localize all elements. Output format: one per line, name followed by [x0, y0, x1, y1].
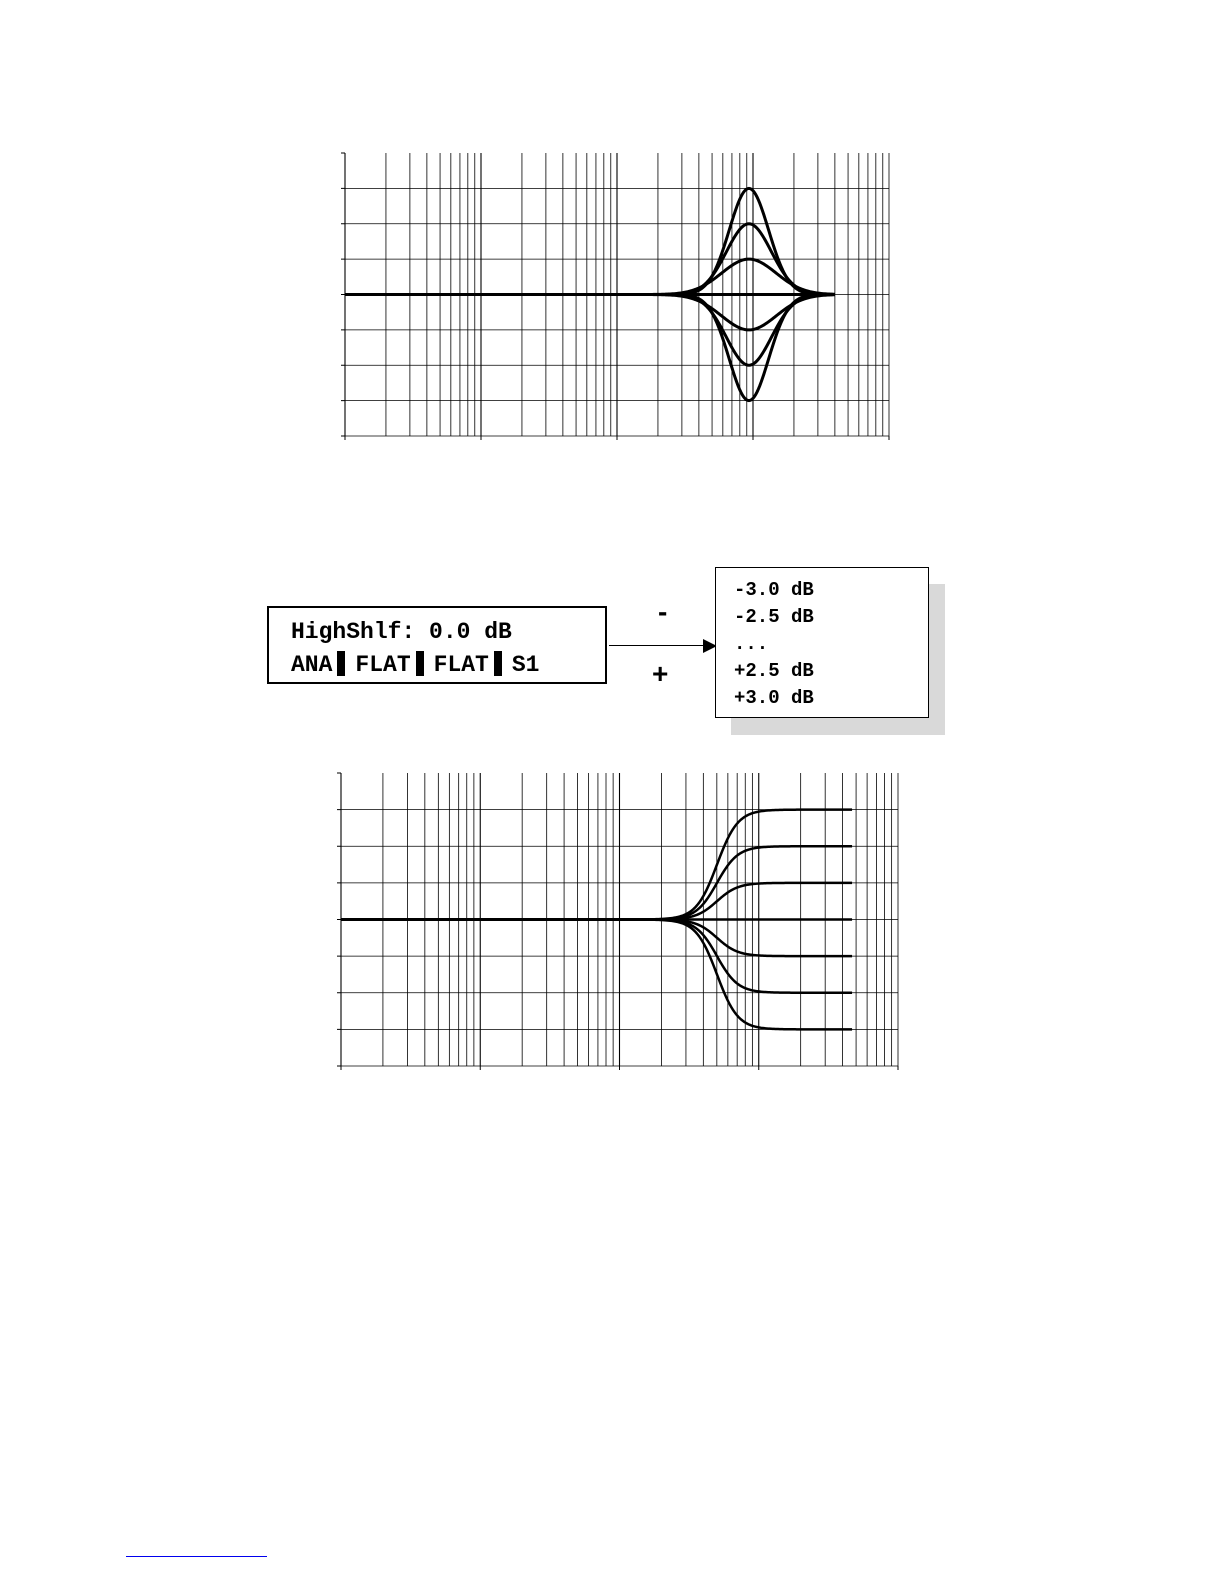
peak-eq-graph — [345, 153, 889, 436]
peak-eq-plot — [345, 153, 889, 436]
option-item: ... — [734, 633, 769, 655]
lcd-segment-s1: S1 — [511, 652, 540, 678]
lcd-status-line — [291, 651, 539, 678]
lcd-separator — [337, 651, 345, 676]
options-list-box — [715, 567, 929, 718]
response-curve — [341, 920, 852, 1030]
response-curve — [341, 810, 852, 920]
response-curve — [345, 259, 835, 294]
response-curve — [341, 920, 852, 957]
option-item: -2.5 dB — [734, 606, 814, 628]
high-shelf-graph — [341, 773, 898, 1066]
response-curve — [341, 883, 852, 920]
high-shelf-plot — [341, 773, 898, 1066]
increment-button[interactable]: + — [652, 658, 669, 689]
response-curve — [345, 188, 835, 294]
options-list — [716, 568, 928, 712]
option-item: +2.5 dB — [734, 660, 814, 682]
response-curve — [345, 295, 835, 401]
footer-link-underline — [126, 1556, 267, 1557]
lcd-segment-flat-2: FLAT — [433, 652, 489, 678]
option-item: +3.0 dB — [734, 687, 814, 709]
lcd-display — [267, 606, 607, 684]
option-item: -3.0 dB — [734, 579, 814, 601]
lcd-separator — [416, 651, 424, 676]
lcd-parameter-line: HighShlf: 0.0 dB — [291, 619, 512, 645]
arrow-connector — [609, 645, 705, 646]
lcd-segment-flat-1: FLAT — [355, 652, 411, 678]
lcd-segment-ana: ANA — [291, 652, 333, 678]
decrement-button[interactable]: - — [658, 596, 668, 627]
lcd-separator — [494, 651, 502, 676]
response-curve — [345, 295, 835, 330]
